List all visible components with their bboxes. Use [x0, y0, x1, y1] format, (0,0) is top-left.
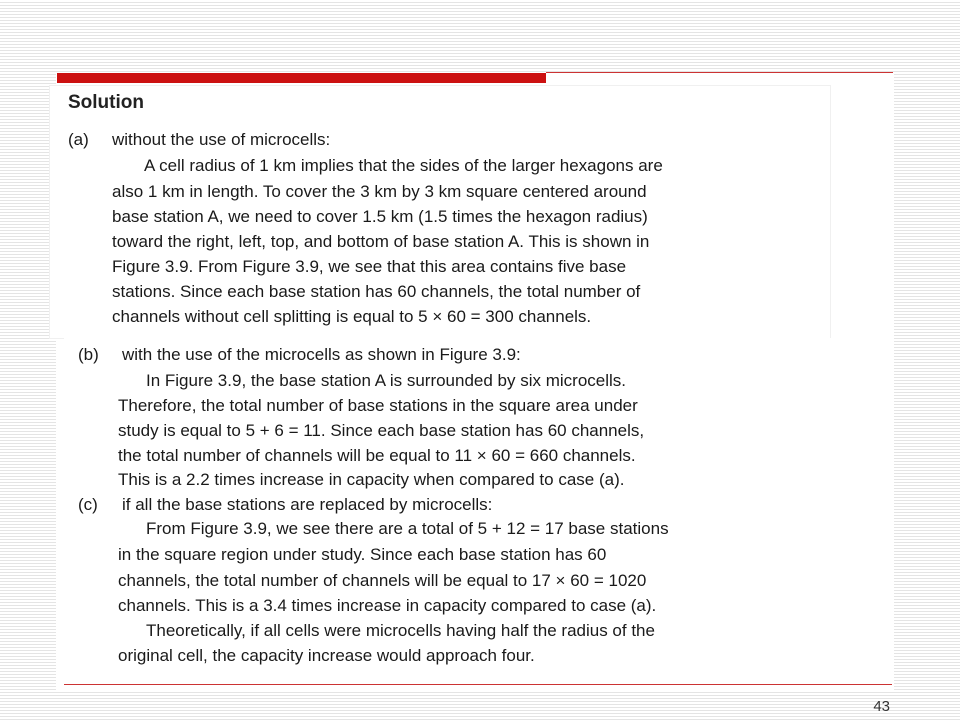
part-a-title: without the use of microcells:	[112, 130, 331, 149]
part-c-line: channels. This is a 3.4 times increase in capacity compared to case (a).	[118, 596, 657, 615]
top-accent-line	[546, 72, 893, 73]
solution-heading: Solution	[68, 92, 144, 113]
part-c-line: original cell, the capacity increase would approach four.	[118, 646, 535, 665]
part-a-line: channels without cell splitting is equal to 5 × 60 = 300 channels.	[112, 307, 592, 326]
part-a-line: base station A, we need to cover 1.5 km (1.5 times the hexagon radius)	[112, 207, 648, 226]
scanned-excerpt-parts-b-c	[64, 338, 858, 674]
part-c-marker: (c)	[78, 495, 98, 514]
part-c-line: in the square region under study. Since each base station has 60	[118, 545, 607, 564]
part-a-line: A cell radius of 1 km implies that the sides of the larger hexagons are	[144, 156, 663, 175]
part-b-marker: (b)	[78, 345, 99, 364]
top-accent-bar	[57, 73, 546, 83]
part-b-title: with the use of the microcells as shown in Figure 3.9:	[122, 345, 521, 364]
part-b-line: This is a 2.2 times increase in capacity when compared to case (a).	[118, 470, 625, 489]
part-a-marker: (a)	[68, 130, 89, 149]
part-c-line: channels, the total number of channels will be equal to 17 × 60 = 1020	[118, 571, 647, 590]
part-a-line: Figure 3.9. From Figure 3.9, we see that this area contains five base	[112, 257, 627, 276]
part-b-line: Therefore, the total number of base stations in the square area under	[118, 396, 638, 415]
part-c-line: From Figure 3.9, we see there are a total of 5 + 12 = 17 base stations	[146, 519, 669, 538]
bottom-rule	[64, 684, 892, 685]
part-a-line: also 1 km in length. To cover the 3 km by 3 km square centered around	[112, 182, 647, 201]
part-a-line: stations. Since each base station has 60 channels, the total number of	[112, 282, 641, 301]
part-b-line: In Figure 3.9, the base station A is surrounded by six microcells.	[146, 371, 627, 390]
scanned-excerpt-part-a	[50, 86, 830, 338]
part-b-line: the total number of channels will be equal to 11 × 60 = 660 channels.	[118, 446, 636, 465]
part-c-line: Theoretically, if all cells were microcells having half the radius of the	[146, 621, 655, 640]
part-a-line: toward the right, left, top, and bottom of base station A. This is shown in	[112, 232, 650, 251]
part-c-title: if all the base stations are replaced by microcells:	[122, 495, 493, 514]
part-b-line: study is equal to 5 + 6 = 11. Since each base station has 60 channels,	[118, 421, 645, 440]
page-number: 43	[873, 698, 890, 715]
